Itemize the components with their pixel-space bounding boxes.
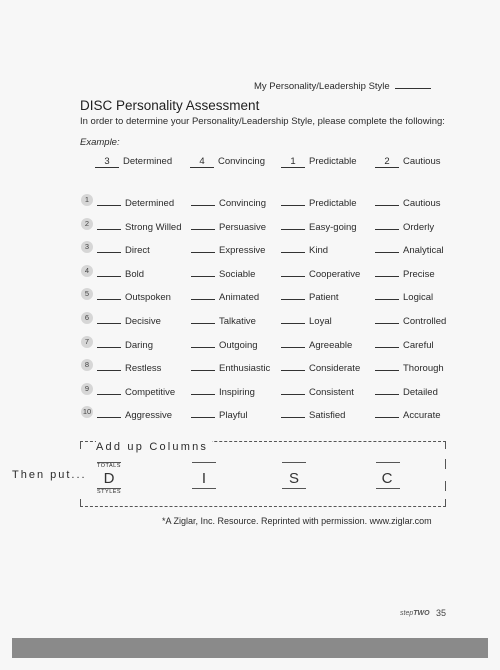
row-number-badge: 6 <box>81 312 93 324</box>
total-d-blank[interactable] <box>97 462 121 463</box>
rank-blank[interactable] <box>191 242 215 253</box>
rank-item <box>97 219 182 233</box>
step-label <box>400 610 430 617</box>
rank-item <box>97 266 144 280</box>
styles-label: STYLES <box>97 489 122 495</box>
rank-word: Playful <box>219 410 248 422</box>
row-number-badge: 5 <box>81 288 93 300</box>
rank-blank[interactable] <box>281 384 305 395</box>
example-value: 2 <box>375 156 399 168</box>
rank-word: Direct <box>125 245 150 257</box>
rank-item <box>281 337 352 351</box>
row-number-badge: 9 <box>81 383 93 395</box>
rank-word: Restless <box>125 363 162 375</box>
rank-blank[interactable] <box>191 384 215 395</box>
step-word: step <box>400 610 414 617</box>
rank-item <box>191 337 258 351</box>
rank-item <box>281 242 328 256</box>
rank-blank[interactable] <box>281 407 305 418</box>
example-item <box>190 156 265 168</box>
example-item <box>281 156 357 168</box>
example-item <box>95 156 172 168</box>
rank-blank[interactable] <box>191 195 215 206</box>
add-up-columns: Add up Columns <box>96 441 212 453</box>
rank-blank[interactable] <box>191 337 215 348</box>
rank-blank[interactable] <box>375 407 399 418</box>
rank-blank[interactable] <box>191 289 215 300</box>
rank-item <box>191 289 259 303</box>
page-number: 35 <box>436 608 447 618</box>
rank-item <box>281 195 357 209</box>
rank-item <box>97 242 150 256</box>
rank-blank[interactable] <box>281 337 305 348</box>
rank-item <box>97 195 174 209</box>
rank-blank[interactable] <box>375 242 399 253</box>
then-put-label: Then put... <box>12 469 87 481</box>
totals-label: TOTALS <box>97 463 121 469</box>
credit-line: *A Ziglar, Inc. Resource. Reprinted with permission. www.ziglar.com <box>162 516 432 526</box>
rank-item <box>281 407 345 421</box>
step-two: TWO <box>413 610 430 617</box>
rank-word: Strong Willed <box>125 221 182 233</box>
footer-bar <box>12 638 488 658</box>
rank-word: Persuasive <box>219 221 266 233</box>
rank-word: Detailed <box>403 386 438 398</box>
row-number-badge: 2 <box>81 218 93 230</box>
rank-item <box>375 289 433 303</box>
rank-word: Cooperative <box>309 268 361 280</box>
rank-item <box>375 195 441 209</box>
rank-blank[interactable] <box>97 384 121 395</box>
rank-blank[interactable] <box>97 360 121 371</box>
total-s-blank[interactable] <box>282 462 306 463</box>
rank-item <box>191 219 266 233</box>
rank-item <box>375 407 441 421</box>
rank-word: Analytical <box>403 245 444 257</box>
row-number-badge: 8 <box>81 359 93 371</box>
rank-item <box>375 266 435 280</box>
rank-blank[interactable] <box>375 337 399 348</box>
rank-blank[interactable] <box>191 266 215 277</box>
rank-item <box>97 407 172 421</box>
rank-word: Sociable <box>219 268 256 280</box>
example-value: 1 <box>281 156 305 168</box>
rank-word: Logical <box>403 292 434 304</box>
rank-blank[interactable] <box>97 195 121 206</box>
row-number-badge: 10 <box>82 407 92 417</box>
instructions: In order to determine your Personality/Leadership Style, please complete the following: <box>80 116 445 127</box>
rank-word: Aggressive <box>125 410 172 422</box>
rank-word: Precise <box>403 268 435 280</box>
rank-item <box>191 242 265 256</box>
rank-item <box>97 313 161 327</box>
total-i-blank[interactable] <box>192 462 216 463</box>
rank-blank[interactable] <box>97 407 121 418</box>
rank-item <box>375 360 444 374</box>
rank-blank[interactable] <box>375 289 399 300</box>
rank-blank[interactable] <box>281 195 305 206</box>
example-value: 4 <box>190 156 214 168</box>
rank-word: Talkative <box>219 316 256 327</box>
page-title: DISC Personality Assessment <box>80 98 260 113</box>
rank-word: Cautious <box>403 198 441 209</box>
rank-word: Satisfied <box>309 410 346 422</box>
example-value: 3 <box>95 156 119 168</box>
rank-item <box>281 360 360 374</box>
row-number-badge: 4 <box>81 265 93 277</box>
rank-blank[interactable] <box>375 313 399 324</box>
rank-item <box>375 337 434 351</box>
style-label-line <box>254 78 435 92</box>
rank-item <box>191 384 255 398</box>
style-label: My Personality/Leadership Style <box>254 81 390 92</box>
rank-item <box>281 219 357 233</box>
rank-word: Accurate <box>403 410 441 422</box>
rank-word: Agreeable <box>309 339 353 351</box>
rank-item <box>281 313 332 327</box>
rank-item <box>375 219 434 233</box>
letter-i-underline <box>192 488 216 489</box>
rank-blank[interactable] <box>375 266 399 277</box>
style-letter-s: S <box>288 470 299 487</box>
style-letter-c: C <box>381 470 393 487</box>
rank-item <box>191 195 266 209</box>
rank-item <box>375 242 444 256</box>
rank-word: Careful <box>403 339 434 351</box>
rank-blank[interactable] <box>281 313 305 324</box>
rank-item <box>191 407 248 421</box>
rank-blank[interactable] <box>191 219 215 230</box>
example-item <box>375 156 441 168</box>
rank-blank[interactable] <box>191 360 215 371</box>
example-word: Determined <box>123 156 173 167</box>
example-word: Predictable <box>309 156 357 167</box>
rank-item <box>97 337 153 351</box>
example-word: Cautious <box>403 156 441 167</box>
rank-blank[interactable] <box>281 219 305 230</box>
rank-word: Enthusiastic <box>219 363 271 375</box>
rank-item <box>191 313 256 327</box>
letter-c-underline <box>376 488 400 489</box>
rank-item <box>97 384 175 398</box>
rank-item <box>281 384 354 398</box>
rank-blank[interactable] <box>375 219 399 230</box>
rank-word: Daring <box>125 339 153 351</box>
rank-blank[interactable] <box>281 289 305 300</box>
rank-blank[interactable] <box>191 313 215 324</box>
rank-word: Orderly <box>403 221 435 233</box>
letter-d-underline <box>97 488 121 489</box>
example-label: Example: <box>80 137 120 148</box>
rank-blank[interactable] <box>375 195 399 206</box>
rank-blank[interactable] <box>375 360 399 371</box>
rank-word: Competitive <box>125 386 176 398</box>
rank-blank[interactable] <box>97 289 121 300</box>
total-c-blank[interactable] <box>376 462 400 463</box>
rank-item <box>97 289 171 303</box>
rank-word: Bold <box>125 268 145 280</box>
rank-item <box>191 266 255 280</box>
rank-word: Loyal <box>309 316 332 327</box>
style-letter-d: D <box>103 470 115 487</box>
example-word: Convincing <box>218 156 265 167</box>
rank-word: Determined <box>125 198 175 209</box>
rank-word: Outspoken <box>125 292 171 304</box>
rank-item <box>375 313 446 327</box>
rank-item <box>281 266 360 280</box>
rank-word: Thorough <box>403 363 444 375</box>
row-number-badge: 7 <box>81 336 93 348</box>
rank-word: Animated <box>219 292 260 304</box>
rank-blank[interactable] <box>97 313 121 324</box>
style-letter-i: I <box>201 470 207 487</box>
rank-item <box>191 360 270 374</box>
rank-item <box>97 360 161 374</box>
rank-word: Expressive <box>219 245 266 257</box>
rank-word: Kind <box>309 245 329 257</box>
rank-blank[interactable] <box>375 384 399 395</box>
rank-word: Convincing <box>219 198 266 209</box>
rank-blank[interactable] <box>281 266 305 277</box>
style-blank[interactable] <box>395 78 431 89</box>
row-number-badge: 1 <box>81 194 93 206</box>
rank-blank[interactable] <box>191 407 215 418</box>
rank-blank[interactable] <box>97 219 121 230</box>
rank-blank[interactable] <box>281 360 305 371</box>
rank-word: Controlled <box>403 316 447 327</box>
rank-blank[interactable] <box>97 266 121 277</box>
rank-word: Consistent <box>309 386 354 398</box>
rank-word: Easy-going <box>309 221 357 233</box>
rank-word: Decisive <box>125 316 161 327</box>
rank-word: Predictable <box>309 198 357 209</box>
row-number-badge: 3 <box>81 241 93 253</box>
letter-s-underline <box>282 488 306 489</box>
rank-item <box>375 384 438 398</box>
rank-word: Considerate <box>309 363 361 375</box>
rank-blank[interactable] <box>281 242 305 253</box>
rank-blank[interactable] <box>97 337 121 348</box>
rank-word: Patient <box>309 292 339 304</box>
rank-item <box>281 289 339 303</box>
rank-word: Inspiring <box>219 386 255 398</box>
rank-blank[interactable] <box>97 242 121 253</box>
rank-word: Outgoing <box>219 339 258 351</box>
